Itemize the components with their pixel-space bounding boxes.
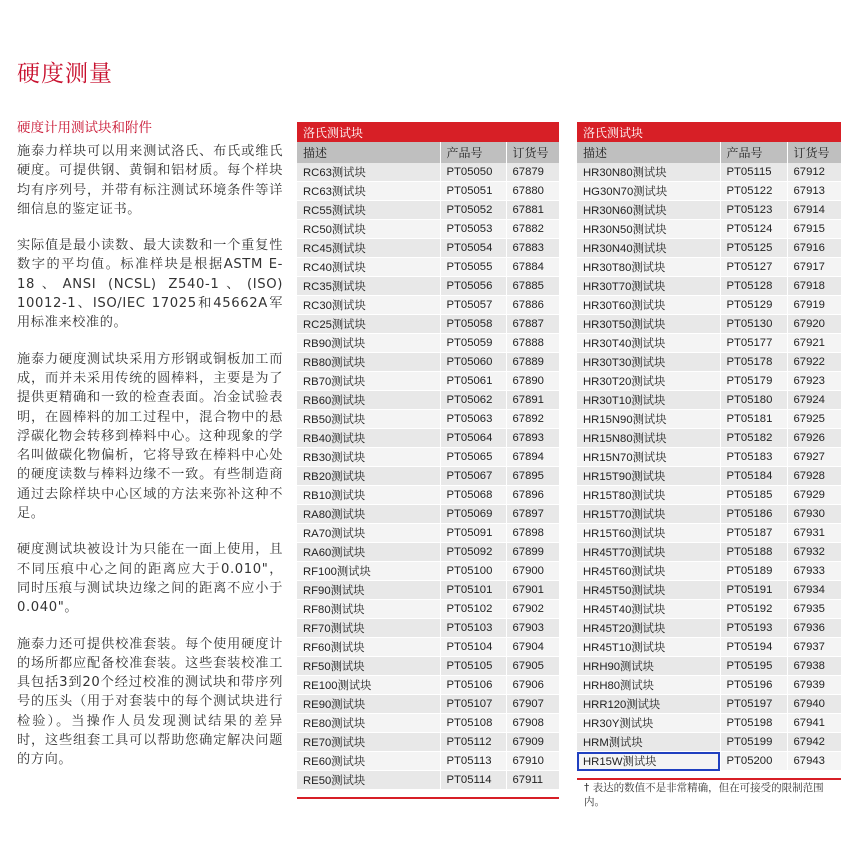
cell-description: RF100测试块: [297, 562, 440, 581]
table-bottom-rule: [577, 778, 841, 780]
cell-product-no: PT05195: [720, 657, 787, 676]
cell-product-no: PT05199: [720, 733, 787, 752]
cell-description: RF60测试块: [297, 638, 440, 657]
cell-product-no: PT05183: [720, 448, 787, 467]
cell-product-no: PT05189: [720, 562, 787, 581]
cell-description: HR15T90测试块: [577, 467, 720, 486]
cell-description: RB40测试块: [297, 429, 440, 448]
table-row: [577, 277, 841, 296]
cell-product-no: PT05100: [440, 562, 506, 581]
cell-order-no: 67888: [506, 334, 559, 353]
table-row: [577, 467, 841, 486]
cell-order-no: 67905: [506, 657, 559, 676]
cell-order-no: 67926: [787, 429, 841, 448]
cell-description: HRH90测试块: [577, 657, 720, 676]
cell-order-no: 67900: [506, 562, 559, 581]
footnote: † 表达的数值不是非常精确，但在可接受的限制范围内。: [584, 782, 824, 808]
table-row: [297, 600, 559, 619]
cell-description: RB30测试块: [297, 448, 440, 467]
cell-product-no: PT05068: [440, 486, 506, 505]
cell-product-no: PT05194: [720, 638, 787, 657]
table-row: [577, 220, 841, 239]
cell-product-no: PT05112: [440, 733, 506, 752]
cell-description: RA80测试块: [297, 505, 440, 524]
cell-description: RB80测试块: [297, 353, 440, 372]
cell-product-no: PT05053: [440, 220, 506, 239]
cell-product-no: PT05198: [720, 714, 787, 733]
cell-order-no: 67910: [506, 752, 559, 771]
cell-order-no: 67898: [506, 524, 559, 543]
cell-description: RC50测试块: [297, 220, 440, 239]
paragraph-intro: 施泰力样块可以用来测试洛氏、布氏或维氏硬度。可提供钢、黄铜和铝材质。每个样块均有序列号，并带有标注测试环境条件等详细信息的鉴定证书。: [17, 144, 283, 217]
cell-order-no: 67908: [506, 714, 559, 733]
cell-order-no: 67909: [506, 733, 559, 752]
cell-order-no: 67942: [787, 733, 841, 752]
cell-description: HR45T10测试块: [577, 638, 720, 657]
cell-description: RF50测试块: [297, 657, 440, 676]
cell-product-no: PT05130: [720, 315, 787, 334]
column-header-product-no: 产品号: [720, 142, 787, 163]
table-row: [297, 448, 559, 467]
cell-product-no: PT05124: [720, 220, 787, 239]
cell-product-no: PT05178: [720, 353, 787, 372]
cell-description: HRM测试块: [577, 733, 720, 752]
cell-description: RC45测试块: [297, 239, 440, 258]
cell-order-no: 67899: [506, 543, 559, 562]
table-row: [297, 467, 559, 486]
table-row: [297, 486, 559, 505]
cell-product-no: PT05050: [440, 163, 506, 182]
table-row: [297, 163, 559, 182]
table-row: [297, 733, 559, 752]
table-row: [577, 600, 841, 619]
table-row: [577, 429, 841, 448]
cell-description: HR15T60测试块: [577, 524, 720, 543]
cell-order-no: 67894: [506, 448, 559, 467]
table-row: [297, 220, 559, 239]
cell-order-no: 67929: [787, 486, 841, 505]
cell-order-no: 67901: [506, 581, 559, 600]
cell-description: HR30N40测试块: [577, 239, 720, 258]
cell-order-no: 67932: [787, 543, 841, 562]
table-row: [577, 657, 841, 676]
cell-order-no: 67925: [787, 410, 841, 429]
cell-product-no: PT05051: [440, 182, 506, 201]
cell-description: RE60测试块: [297, 752, 440, 771]
table-row: [297, 258, 559, 277]
cell-description: HR30N80测试块: [577, 163, 720, 182]
cell-description: RC40测试块: [297, 258, 440, 277]
cell-product-no: PT05192: [720, 600, 787, 619]
cell-order-no: 67943: [787, 752, 841, 771]
cell-description: HR45T70测试块: [577, 543, 720, 562]
cell-product-no: PT05092: [440, 543, 506, 562]
cell-description: HR15N80测试块: [577, 429, 720, 448]
cell-product-no: PT05067: [440, 467, 506, 486]
table-row: [297, 410, 559, 429]
cell-order-no: 67915: [787, 220, 841, 239]
cell-description: HR15N70测试块: [577, 448, 720, 467]
cell-description: RC63测试块: [297, 182, 440, 201]
cell-order-no: 67897: [506, 505, 559, 524]
cell-description: RB70测试块: [297, 372, 440, 391]
cell-description: RC25测试块: [297, 315, 440, 334]
cell-description: RC63测试块: [297, 163, 440, 182]
cell-order-no: 67881: [506, 201, 559, 220]
table-caption: 洛氏测试块: [577, 122, 841, 142]
cell-product-no: PT05129: [720, 296, 787, 315]
cell-order-no: 67902: [506, 600, 559, 619]
cell-product-no: PT05056: [440, 277, 506, 296]
table-row: [577, 353, 841, 372]
cell-product-no: PT05055: [440, 258, 506, 277]
cell-order-no: 67928: [787, 467, 841, 486]
table-row: [297, 391, 559, 410]
cell-order-no: 67882: [506, 220, 559, 239]
paragraph-usage: 硬度测试块被设计为只能在一面上使用，且不同压痕中心之间的距离应大于0.010"，同时压痕与测试块边缘之间的距离不应小于0.040"。: [17, 542, 283, 616]
cell-order-no: 67918: [787, 277, 841, 296]
table-row: [577, 619, 841, 638]
cell-description: RF90测试块: [297, 581, 440, 600]
column-header-description: 描述: [577, 142, 720, 163]
cell-product-no: PT05114: [440, 771, 506, 790]
description-column: [17, 116, 283, 787]
cell-product-no: PT05058: [440, 315, 506, 334]
table-row: [577, 486, 841, 505]
cell-description: RC55测试块: [297, 201, 440, 220]
cell-product-no: PT05113: [440, 752, 506, 771]
cell-order-no: 67916: [787, 239, 841, 258]
cell-product-no: PT05115: [720, 163, 787, 182]
cell-order-no: 67880: [506, 182, 559, 201]
cell-product-no: PT05106: [440, 676, 506, 695]
cell-description: RB10测试块: [297, 486, 440, 505]
cell-description: HR30T80测试块: [577, 258, 720, 277]
cell-order-no: 67883: [506, 239, 559, 258]
cell-product-no: PT05185: [720, 486, 787, 505]
cell-order-no: 67921: [787, 334, 841, 353]
column-header-description: 描述: [297, 142, 440, 163]
cell-product-no: PT05062: [440, 391, 506, 410]
cell-product-no: PT05057: [440, 296, 506, 315]
table-row: [297, 676, 559, 695]
cell-product-no: PT05122: [720, 182, 787, 201]
cell-product-no: PT05182: [720, 429, 787, 448]
cell-product-no: PT05063: [440, 410, 506, 429]
table-row: [297, 334, 559, 353]
cell-product-no: PT05060: [440, 353, 506, 372]
table-row: [297, 239, 559, 258]
cell-order-no: 67887: [506, 315, 559, 334]
table-row: [577, 315, 841, 334]
cell-order-no: 67889: [506, 353, 559, 372]
cell-product-no: PT05061: [440, 372, 506, 391]
table-bottom-rule: [297, 797, 559, 799]
cell-order-no: 67913: [787, 182, 841, 201]
table-row: [577, 733, 841, 752]
table-caption: 洛氏测试块: [297, 122, 559, 142]
table-row: [297, 714, 559, 733]
table-row: [577, 543, 841, 562]
table-row: [297, 201, 559, 220]
cell-product-no: PT05108: [440, 714, 506, 733]
cell-description: HG30N70测试块: [577, 182, 720, 201]
cell-order-no: 67896: [506, 486, 559, 505]
page-title: 硬度测量: [17, 61, 113, 87]
cell-description: HR30T70测试块: [577, 277, 720, 296]
table-row: [577, 334, 841, 353]
cell-description: RB50测试块: [297, 410, 440, 429]
cell-order-no: 67939: [787, 676, 841, 695]
cell-order-no: 67922: [787, 353, 841, 372]
cell-order-no: 67891: [506, 391, 559, 410]
cell-description: RB60测试块: [297, 391, 440, 410]
cell-order-no: 67923: [787, 372, 841, 391]
cell-description: HRH80测试块: [577, 676, 720, 695]
cell-description: RB20测试块: [297, 467, 440, 486]
table-row: [297, 619, 559, 638]
cell-description: RA70测试块: [297, 524, 440, 543]
cell-product-no: PT05107: [440, 695, 506, 714]
table-row: [577, 448, 841, 467]
cell-description: HR30T10测试块: [577, 391, 720, 410]
cell-order-no: 67892: [506, 410, 559, 429]
cell-order-no: 67937: [787, 638, 841, 657]
cell-order-no: 67906: [506, 676, 559, 695]
column-header-order-no: 订货号: [787, 142, 841, 163]
cell-description: RE70测试块: [297, 733, 440, 752]
cell-description: RE100测试块: [297, 676, 440, 695]
column-header-product-no: 产品号: [440, 142, 506, 163]
cell-product-no: PT05104: [440, 638, 506, 657]
section-subtitle: 硬度计用测试块和附件: [17, 120, 152, 136]
cell-product-no: PT05191: [720, 581, 787, 600]
cell-order-no: 67920: [787, 315, 841, 334]
cell-description: HR45T40测试块: [577, 600, 720, 619]
cell-product-no: PT05105: [440, 657, 506, 676]
table-row: [297, 581, 559, 600]
cell-description: HR15T70测试块: [577, 505, 720, 524]
cell-order-no: 67907: [506, 695, 559, 714]
cell-order-no: 67934: [787, 581, 841, 600]
paragraph-material: 施泰力硬度测试块采用方形钢或铜板加工而成，而并未采用传统的圆棒料，主要是为了提供更精确和一致的检查表面。冶金试验表明，在圆棒料的加工过程中，混合物中的悬浮碳化物会转移到棒料中心。这种现象的学名叫做碳化物偏析，它将导致在棒料中心处的硬度读数与棒料边缘不一致。有些制造商通过去除样块中心区域的方法来弥补这种不足。: [17, 351, 283, 522]
cell-product-no: PT05127: [720, 258, 787, 277]
cell-product-no: PT05196: [720, 676, 787, 695]
cell-description: HR30T30测试块: [577, 353, 720, 372]
cell-description: HR15W测试块: [577, 752, 720, 771]
cell-description: HR45T50测试块: [577, 581, 720, 600]
table-row: [577, 676, 841, 695]
table-row: [577, 391, 841, 410]
cell-description: HR15T80测试块: [577, 486, 720, 505]
cell-description: HR30N50测试块: [577, 220, 720, 239]
cell-product-no: PT05193: [720, 619, 787, 638]
table-row: [577, 695, 841, 714]
table-row: [577, 201, 841, 220]
table-row: [297, 524, 559, 543]
cell-product-no: PT05184: [720, 467, 787, 486]
cell-description: RF80测试块: [297, 600, 440, 619]
cell-order-no: 67886: [506, 296, 559, 315]
cell-order-no: 67895: [506, 467, 559, 486]
cell-product-no: PT05069: [440, 505, 506, 524]
cell-order-no: 67911: [506, 771, 559, 790]
cell-product-no: PT05125: [720, 239, 787, 258]
table-row: [577, 581, 841, 600]
cell-order-no: 67931: [787, 524, 841, 543]
cell-product-no: PT05181: [720, 410, 787, 429]
table-row: [577, 163, 841, 182]
table-row: [297, 372, 559, 391]
paragraph-standards: 实际值是最小读数、最大读数和一个重复性数字的平均值。标准样块是根据ASTM E-18、ANSI (NCSL) Z540-1、(ISO) 10012-1、ISO/IEC 17025和45662A军用标准来校准的。: [17, 238, 283, 331]
table-row: [297, 771, 559, 790]
cell-description: HR30T60测试块: [577, 296, 720, 315]
table-row: [297, 277, 559, 296]
cell-order-no: 67933: [787, 562, 841, 581]
table-row: [577, 505, 841, 524]
cell-product-no: PT05065: [440, 448, 506, 467]
table-row: [577, 524, 841, 543]
cell-order-no: 67904: [506, 638, 559, 657]
cell-description: RE90测试块: [297, 695, 440, 714]
cell-description: RE80测试块: [297, 714, 440, 733]
cell-product-no: PT05179: [720, 372, 787, 391]
cell-description: HR30Y测试块: [577, 714, 720, 733]
cell-order-no: 67914: [787, 201, 841, 220]
cell-product-no: PT05091: [440, 524, 506, 543]
table-row: [577, 752, 841, 771]
cell-order-no: 67927: [787, 448, 841, 467]
table-row: [297, 353, 559, 372]
cell-product-no: PT05197: [720, 695, 787, 714]
cell-product-no: PT05054: [440, 239, 506, 258]
cell-description: HR45T60测试块: [577, 562, 720, 581]
cell-product-no: PT05052: [440, 201, 506, 220]
cell-description: RE50测试块: [297, 771, 440, 790]
table-row: [577, 372, 841, 391]
rockwell-table-left: [297, 122, 559, 790]
cell-product-no: PT05200: [720, 752, 787, 771]
cell-product-no: PT05177: [720, 334, 787, 353]
table-row: [577, 562, 841, 581]
cell-order-no: 67885: [506, 277, 559, 296]
cell-description: HR45T20测试块: [577, 619, 720, 638]
cell-description: HR30N60测试块: [577, 201, 720, 220]
cell-order-no: 67936: [787, 619, 841, 638]
table-row: [297, 562, 559, 581]
cell-description: RF70测试块: [297, 619, 440, 638]
table-row: [297, 638, 559, 657]
cell-description: RB90测试块: [297, 334, 440, 353]
table-row: [297, 315, 559, 334]
cell-description: HR30T40测试块: [577, 334, 720, 353]
table-row: [577, 182, 841, 201]
table-row: [297, 543, 559, 562]
cell-product-no: PT05180: [720, 391, 787, 410]
cell-order-no: 67884: [506, 258, 559, 277]
table-row: [297, 657, 559, 676]
cell-order-no: 67938: [787, 657, 841, 676]
cell-order-no: 67941: [787, 714, 841, 733]
cell-order-no: 67917: [787, 258, 841, 277]
cell-product-no: PT05102: [440, 600, 506, 619]
table-row: [297, 296, 559, 315]
table-row: [577, 296, 841, 315]
cell-order-no: 67919: [787, 296, 841, 315]
cell-description: RC30测试块: [297, 296, 440, 315]
table-row: [297, 429, 559, 448]
cell-order-no: 67935: [787, 600, 841, 619]
cell-description: RA60测试块: [297, 543, 440, 562]
cell-product-no: PT05064: [440, 429, 506, 448]
table-row: [297, 505, 559, 524]
table-row: [577, 714, 841, 733]
table-row: [297, 182, 559, 201]
cell-product-no: PT05059: [440, 334, 506, 353]
table-row: [577, 239, 841, 258]
cell-product-no: PT05128: [720, 277, 787, 296]
table-row: [577, 638, 841, 657]
cell-product-no: PT05103: [440, 619, 506, 638]
cell-product-no: PT05187: [720, 524, 787, 543]
cell-order-no: 67930: [787, 505, 841, 524]
table-row: [577, 258, 841, 277]
cell-order-no: 67890: [506, 372, 559, 391]
table-row: [297, 695, 559, 714]
table-row: [297, 752, 559, 771]
cell-description: HR30T20测试块: [577, 372, 720, 391]
cell-order-no: 67912: [787, 163, 841, 182]
paragraph-calibration: 施泰力还可提供校准套装。每个使用硬度计的场所都应配备校准套装。这些套装校准工具包括3到20个经过校准的测试块和带序列号的压头（用于对套装中的每个测试块进行检验）。当操作人员发现测试结果的差异时，这些组套工具可以帮助您确定解决问题的方向。: [17, 636, 283, 768]
cell-order-no: 67940: [787, 695, 841, 714]
cell-description: RC35测试块: [297, 277, 440, 296]
cell-order-no: 67924: [787, 391, 841, 410]
cell-product-no: PT05186: [720, 505, 787, 524]
cell-order-no: 67879: [506, 163, 559, 182]
cell-product-no: PT05123: [720, 201, 787, 220]
cell-description: HRR120测试块: [577, 695, 720, 714]
table-row: [577, 410, 841, 429]
cell-description: HR15N90测试块: [577, 410, 720, 429]
cell-product-no: PT05101: [440, 581, 506, 600]
cell-product-no: PT05188: [720, 543, 787, 562]
cell-description: HR30T50测试块: [577, 315, 720, 334]
rockwell-table-right: [577, 122, 841, 771]
column-header-order-no: 订货号: [506, 142, 559, 163]
cell-order-no: 67903: [506, 619, 559, 638]
cell-order-no: 67893: [506, 429, 559, 448]
